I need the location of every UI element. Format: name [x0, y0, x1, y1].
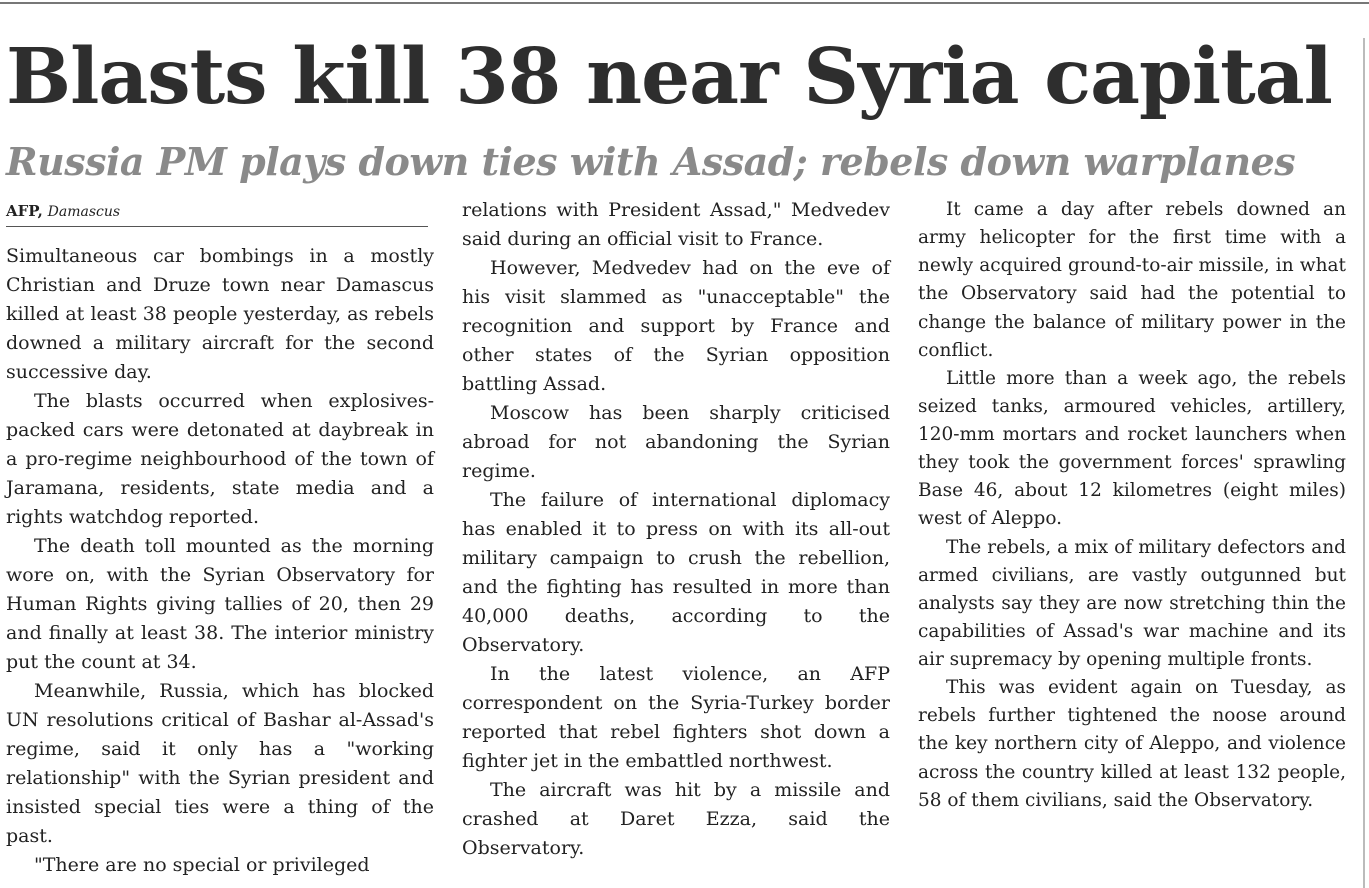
paragraph: Moscow has been sharply criticised abroad for not abandoning the Syrian regime.: [462, 402, 890, 482]
byline: [6, 200, 428, 227]
paragraph: The death toll mounted as the morning wore on, with the Syrian Observatory for Human Rights giving tallies of 20, then 29 and finally at least 38. The interior ministry put the count at 34.: [6, 535, 434, 673]
paragraph: The blasts occurred when explosives-packed cars were detonated at daybreak in a pro-regime neighbourhood of the town of Jaramana, residents, state media and a rights watchdog reported.: [6, 390, 434, 528]
headline: Blasts kill 38 near Syria capital: [6, 32, 1332, 122]
paragraph: The aircraft was hit by a missile and crashed at Daret Ezza, said the Observatory.: [462, 779, 890, 859]
byline-location: Damascus: [47, 204, 121, 220]
paragraph: Little more than a week ago, the rebels seized tanks, armoured vehicles, artillery, 120-mm mortars and rocket launchers when they took the government forces' sprawling Base 46, about 12 kilometres (eight miles) west of Aleppo.: [918, 367, 1346, 530]
paragraph: However, Medvedev had on the eve of his visit slammed as "unacceptable" the recognition and support by France and other states of the Syrian opposition battling Assad.: [462, 257, 890, 395]
article-column-2: [462, 196, 890, 863]
article-column-1: [6, 242, 434, 880]
subheadline: Russia PM plays down ties with Assad; rebels down warplanes: [6, 139, 1296, 184]
paragraph: The rebels, a mix of military defectors and armed civilians, are vastly outgunned but analysts say they are now stretching thin the capabilities of Assad's war machine and its air supremacy by opening multiple fronts.: [918, 536, 1346, 670]
paragraph: Meanwhile, Russia, which has blocked UN resolutions critical of Bashar al-Assad's regime, said it only has a "working relationship" with the Syrian president and insisted special ties were a thing of the past.: [6, 680, 434, 847]
paragraph: Simultaneous car bombings in a mostly Christian and Druze town near Damascus killed at least 38 people yesterday, as rebels downed a military aircraft for the second successive day.: [6, 245, 434, 383]
paragraph: In the latest violence, an AFP correspondent on the Syria-Turkey border reported that rebel fighters shot down a fighter jet in the embattled northwest.: [462, 663, 890, 772]
paragraph: "There are no special or privileged: [34, 854, 370, 876]
paragraph: The failure of international diplomacy has enabled it to press on with its all-out military campaign to crush the rebellion, and the fighting has resulted in more than 40,000 deaths, according to the Observatory.: [462, 489, 890, 656]
byline-agency: AFP,: [6, 202, 43, 220]
article-column-3: [918, 196, 1346, 815]
paragraph: This was evident again on Tuesday, as rebels further tightened the noose around the key northern city of Aleppo, and violence across the country killed at least 132 people, 58 of them civilians, said the Observatory.: [918, 677, 1346, 811]
paragraph: It came a day after rebels downed an army helicopter for the first time with a newly acquired ground-to-air missile, in what the Observatory said had the potential to change the balance of military power in the conflict.: [918, 199, 1346, 361]
column-rule: [1363, 38, 1365, 888]
paragraph: relations with President Assad," Medvedev said during an official visit to France.: [462, 199, 890, 250]
top-rule: [0, 2, 1369, 4]
